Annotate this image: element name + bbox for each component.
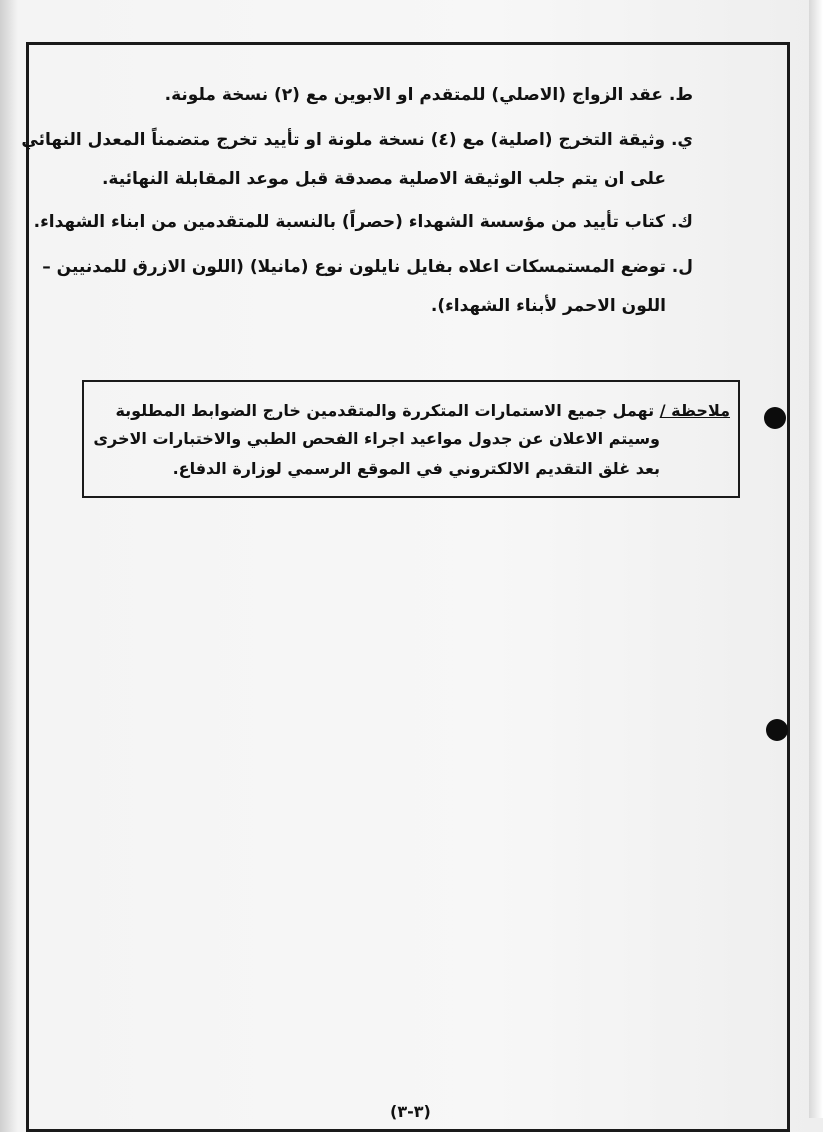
note-line-3: بعد غلق التقديم الالكتروني في الموقع الرسمي لوزارة الدفاع. (172, 459, 660, 478)
item-yaa-line-2: على ان يتم جلب الوثيقة الاصلية مصدقة قبل موعد المقابلة النهائية. (101, 169, 666, 189)
note-text-1: تهمل جميع الاستمارات المتكررة والمتقدمين خارج الضوابط المطلوبة (115, 401, 655, 420)
item-kaf-line-1: ك. كتاب تأييد من مؤسسة الشهداء (حصراً) بالنسبة للمتقدمين من ابناء الشهداء. (33, 212, 693, 232)
item-lam-line-1: ل. توضع المستمسكات اعلاه بفايل نايلون نوع (مانيلا) (اللون الازرق للمدنيين – (42, 257, 693, 277)
item-taa-line-1: ط. عقد الزواج (الاصلي) للمتقدم او الابوين مع (٢) نسخة ملونة. (164, 85, 693, 105)
page-border-frame (26, 42, 790, 1132)
note-line-2: وسيتم الاعلان عن جدول مواعيد اجراء الفحص الطبي والاختبارات الاخرى (93, 429, 660, 448)
page-number: (٣-٣) (390, 1102, 431, 1121)
item-yaa-line-1: ي. وثيقة التخرج (اصلية) مع (٤) نسخة ملونة او تأييد تخرج متضمناً المعدل النهائي (21, 130, 693, 150)
note-label: ملاحظة / (659, 401, 730, 420)
paper-edge (809, 0, 823, 1118)
note-line-1 (115, 400, 730, 422)
binder-hole-top (764, 407, 786, 429)
note-box (82, 380, 740, 498)
item-lam-line-2: اللون الاحمر لأبناء الشهداء). (430, 296, 666, 316)
binder-hole-bottom (766, 719, 788, 741)
